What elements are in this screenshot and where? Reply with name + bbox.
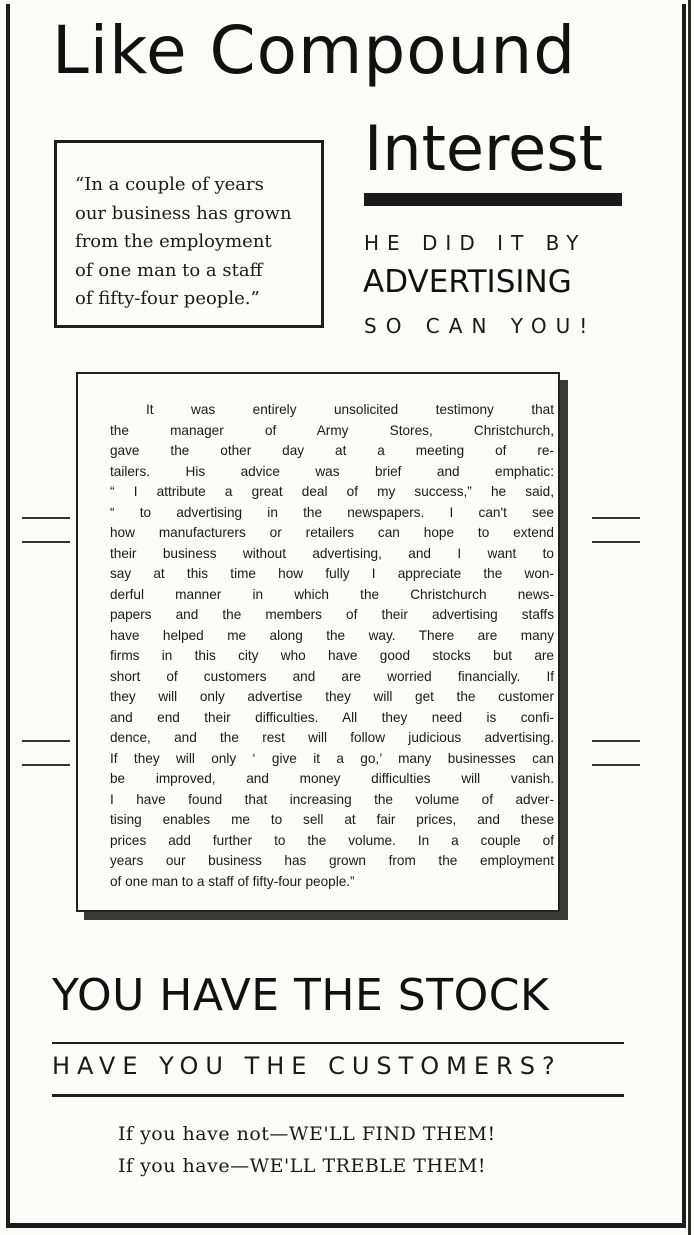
bottom-headline: YOU HAVE THE STOCK [52,970,550,1021]
article-line: If they will only ‘ give it a go,’ many businesses can [110,750,554,766]
quote-box [54,140,324,328]
side-ornament-right-top [592,517,640,543]
article-box [76,372,560,912]
tagline-line-2: ADVERTISING [363,264,572,300]
side-ornament-left-bottom [22,740,70,766]
headline-line-2: Interest [364,112,603,185]
article-line: of one man to a staff of fifty-four people.” [110,873,355,889]
article-line: say at this time how fully I appreciate the won- [110,566,554,581]
article-line: dence, and the rest will follow judicious advertising. [110,730,554,745]
headline-line-1: Like Compound [52,12,577,89]
article-line: prices add further to the volume. In a couple of [110,832,554,848]
article-line: years our business has grown from the employment [110,853,554,868]
article-line: “ I attribute a great deal of my success,” he said, [110,484,554,499]
outer-border-line [688,0,691,1235]
article-line: I have found that increasing the volume of adver- [110,791,554,807]
quote-line: our business has grown [75,202,292,224]
quote-line: of one man to a staff [75,259,263,281]
subheadline-rule-bottom [52,1094,624,1097]
tagline-line-1: HE DID IT BY [364,231,587,255]
article-line: “ to advertising in the newspapers. I can't see [110,504,554,520]
side-ornament-left-top [22,517,70,543]
article-line: and end their difficulties. All they need is confi- [110,709,554,725]
quote-line: of fifty-four people.” [75,288,260,309]
article-line: derful manner in which the Christchurch news- [110,586,554,602]
article-line: have helped me along the way. There are many [110,627,554,643]
side-ornament-right-bottom [592,740,640,766]
closing-line-1: If you have not—WE'LL FIND THEM! [118,1123,496,1145]
quote-line: “In a couple of years [75,174,264,195]
article-line: papers and the members of their advertising staffs [110,607,554,622]
article-line: It was entirely unsolicited testimony that [146,402,554,417]
quote-line: from the employment [75,231,272,252]
article-line: gave the other day at a meeting of re- [110,443,554,458]
bottom-subheadline: HAVE YOU THE CUSTOMERS? [52,1052,562,1080]
quote-text [75,171,315,314]
article-line: how manufacturers or retailers can hope to extend [110,525,554,540]
article-line: be improved, and money difficulties will vanish. [110,771,554,786]
headline-rule [364,193,622,206]
subheadline-rule-top [52,1042,624,1044]
tagline-line-3: SO CAN YOU! [364,314,597,338]
article-line: tising enables me to sell at fair prices, and these [110,812,554,827]
closing-line-2: If you have—WE'LL TREBLE THEM! [118,1155,487,1177]
article-line: their business without advertising, and I want to [110,545,554,561]
article-line: tailers. His advice was brief and emphatic: [110,463,554,479]
article-line: firms in this city who have good stocks but are [110,648,554,663]
article-line: short of customers and are worried financially. If [110,668,554,684]
article-line: they will only advertise they will get the customer [110,689,554,704]
article-line: the manager of Army Stores, Christchurch, [110,422,554,438]
article-text [110,400,554,892]
